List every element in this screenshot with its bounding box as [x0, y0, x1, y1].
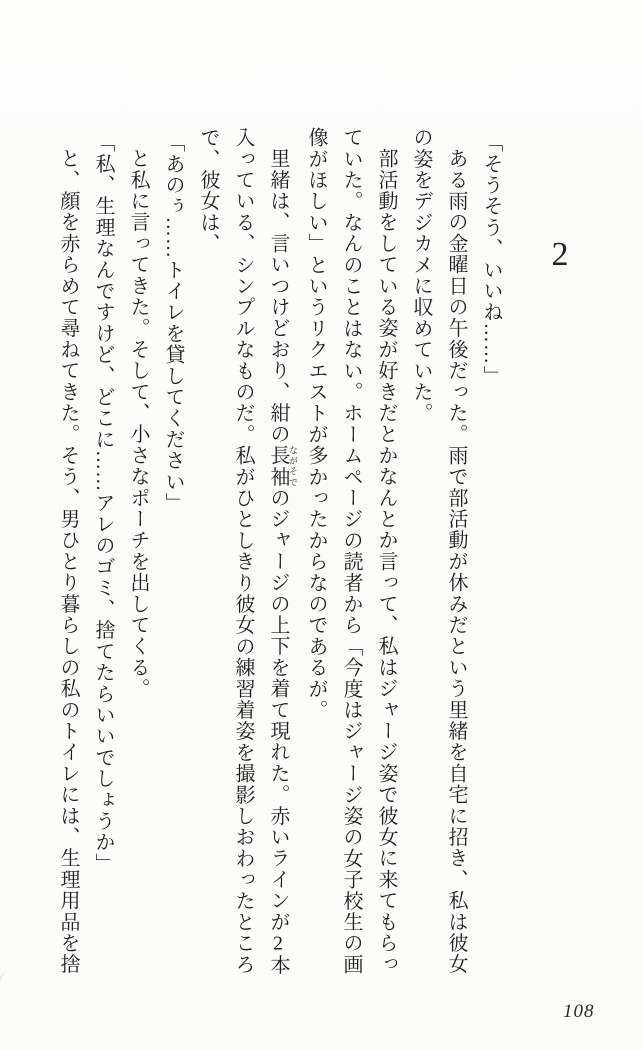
text-line: 「あのぅ……トイレを貸してください」: [162, 132, 184, 514]
text-line: と、顔を赤らめて尋ねてきた。そう、男ひとり暮らしの私のトイレには、生理用品を捨: [57, 148, 79, 975]
text-line: ていた。なんのことはない。ホームページの読者から「今度はジャージ姿の女子校生の画: [340, 127, 362, 975]
body-text: [53, 127, 508, 983]
text-line: ある雨の金曜日の午後だった。雨で部活動が休みだという里緒を自宅に招き、私は彼女: [445, 148, 467, 975]
ruby-base: 長袖: [267, 444, 289, 488]
text-line: [260, 127, 298, 983]
text-line: 「そうそう、いいね……」: [480, 132, 502, 387]
digit-segment: 2: [267, 932, 289, 955]
chapter-number: 2: [551, 236, 569, 273]
page-number: 108: [563, 1001, 595, 1022]
text-line: 像がほしい」というリクエストが多かったからなのであるが。: [305, 127, 327, 721]
ruby-nagasode: [267, 444, 298, 488]
text-line: で、彼女は、: [197, 127, 219, 255]
text-line: 「私、生理なんですけど、どこに……アレのゴミ、捨てたらいいでしょうか」: [92, 132, 114, 874]
text-segment: のジャージの上下を着て現れた。赤いラインが: [267, 487, 289, 933]
text-segment: 里緒は、言いつけどおり、紺の: [267, 148, 289, 445]
scan-artifact: [0, 971, 17, 1018]
text-segment: 本: [267, 954, 289, 976]
text-line: 部活動をしている姿が好きだとかなんとか言って、私はジャージ姿で彼女に来てもらっ: [375, 148, 397, 975]
ruby-furigana: ながそで: [288, 444, 298, 488]
text-line: と私に言ってきた。そして、小さなポーチを出してくる。: [127, 148, 149, 700]
text-line: 入っている、シンプルなものだ。私がひとしきり彼女の練習着姿を撮影しおわったところ: [232, 127, 254, 975]
text-line: の姿をデジカメに収めていた。: [410, 127, 432, 424]
